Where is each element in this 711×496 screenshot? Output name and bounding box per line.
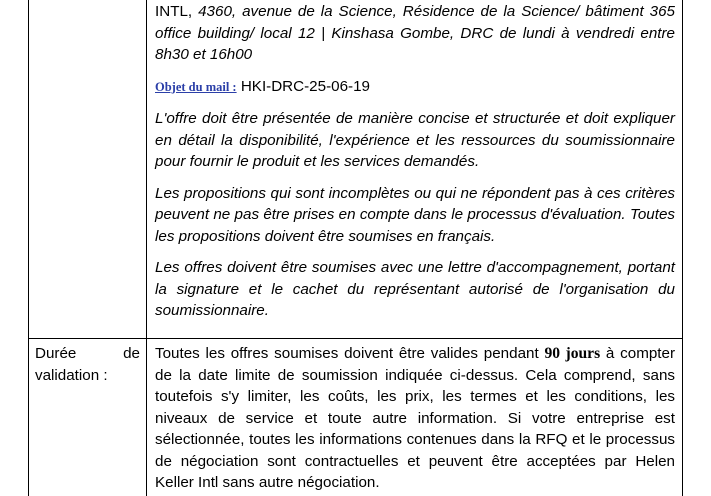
validity-label-cell bbox=[35, 343, 140, 386]
validity-text-end: à compter de la date limite de soumission indiquée ci-dessus. Cela comprend, sans toutefois s'y limiter, les coûts, les prix, les termes et les conditions, les niveaux de service et toute autre information. Si votre entreprise est sélectionnée, toutes les informations contenues dans la RFQ et le processus de négociation sont contractuelles et peuvent être acceptées par Helen Keller Intl sans autre négociation. bbox=[155, 345, 676, 491]
table-border-left bbox=[28, 0, 29, 496]
cover-letter-paragraph: Les offres doivent être soumises avec une lettre d'accompagnement, portant la signature et le cachet du représentant autorisé de l'organisation du soumissionnaire. bbox=[155, 259, 675, 319]
validity-label-word2: de bbox=[123, 345, 140, 362]
validity-duration: 90 jours bbox=[544, 345, 601, 362]
validity-text-cell bbox=[155, 343, 675, 494]
validity-paragraph bbox=[155, 343, 675, 494]
validity-label-line1 bbox=[35, 343, 140, 365]
validity-text-start: Toutes les offres soumises doivent être valides pendant bbox=[155, 345, 545, 362]
table-column-divider bbox=[146, 0, 147, 496]
submission-address bbox=[155, 1, 675, 66]
address-lead: INTL, bbox=[155, 3, 199, 20]
validity-label-line2: validation : bbox=[35, 366, 108, 384]
incomplete-proposals-paragraph: Les propositions qui sont incomplètes ou qui ne répondent pas à ces critères peuvent ne pas être prises en compte dans le processus d'évaluation. Toutes les propositions doivent être soumises en français. bbox=[155, 184, 675, 245]
email-subject-line bbox=[155, 76, 675, 99]
table-border-right bbox=[682, 0, 683, 496]
address-text: 4360, avenue de la Science, Résidence de la Science/ bâtiment 365 office building/ local 12 | Kinshasa Gombe, DRC de lundi à vendredi entre 8h30 et 16h00 bbox=[155, 3, 675, 63]
offer-presentation-paragraph: L'offre doit être présentée de manière concise et structurée et doit expliquer en détail la disponibilité, l'expérience et les ressources du soumissionnaire pour fournir le produit et les services demandés. bbox=[155, 110, 675, 170]
email-subject-value: HKI-DRC-25-06-19 bbox=[240, 77, 370, 95]
email-subject-label: Objet du mail : bbox=[155, 79, 237, 94]
table-row-divider bbox=[28, 338, 682, 339]
submission-details-cell bbox=[155, 1, 675, 322]
validity-label-word1: Durée bbox=[35, 345, 77, 362]
